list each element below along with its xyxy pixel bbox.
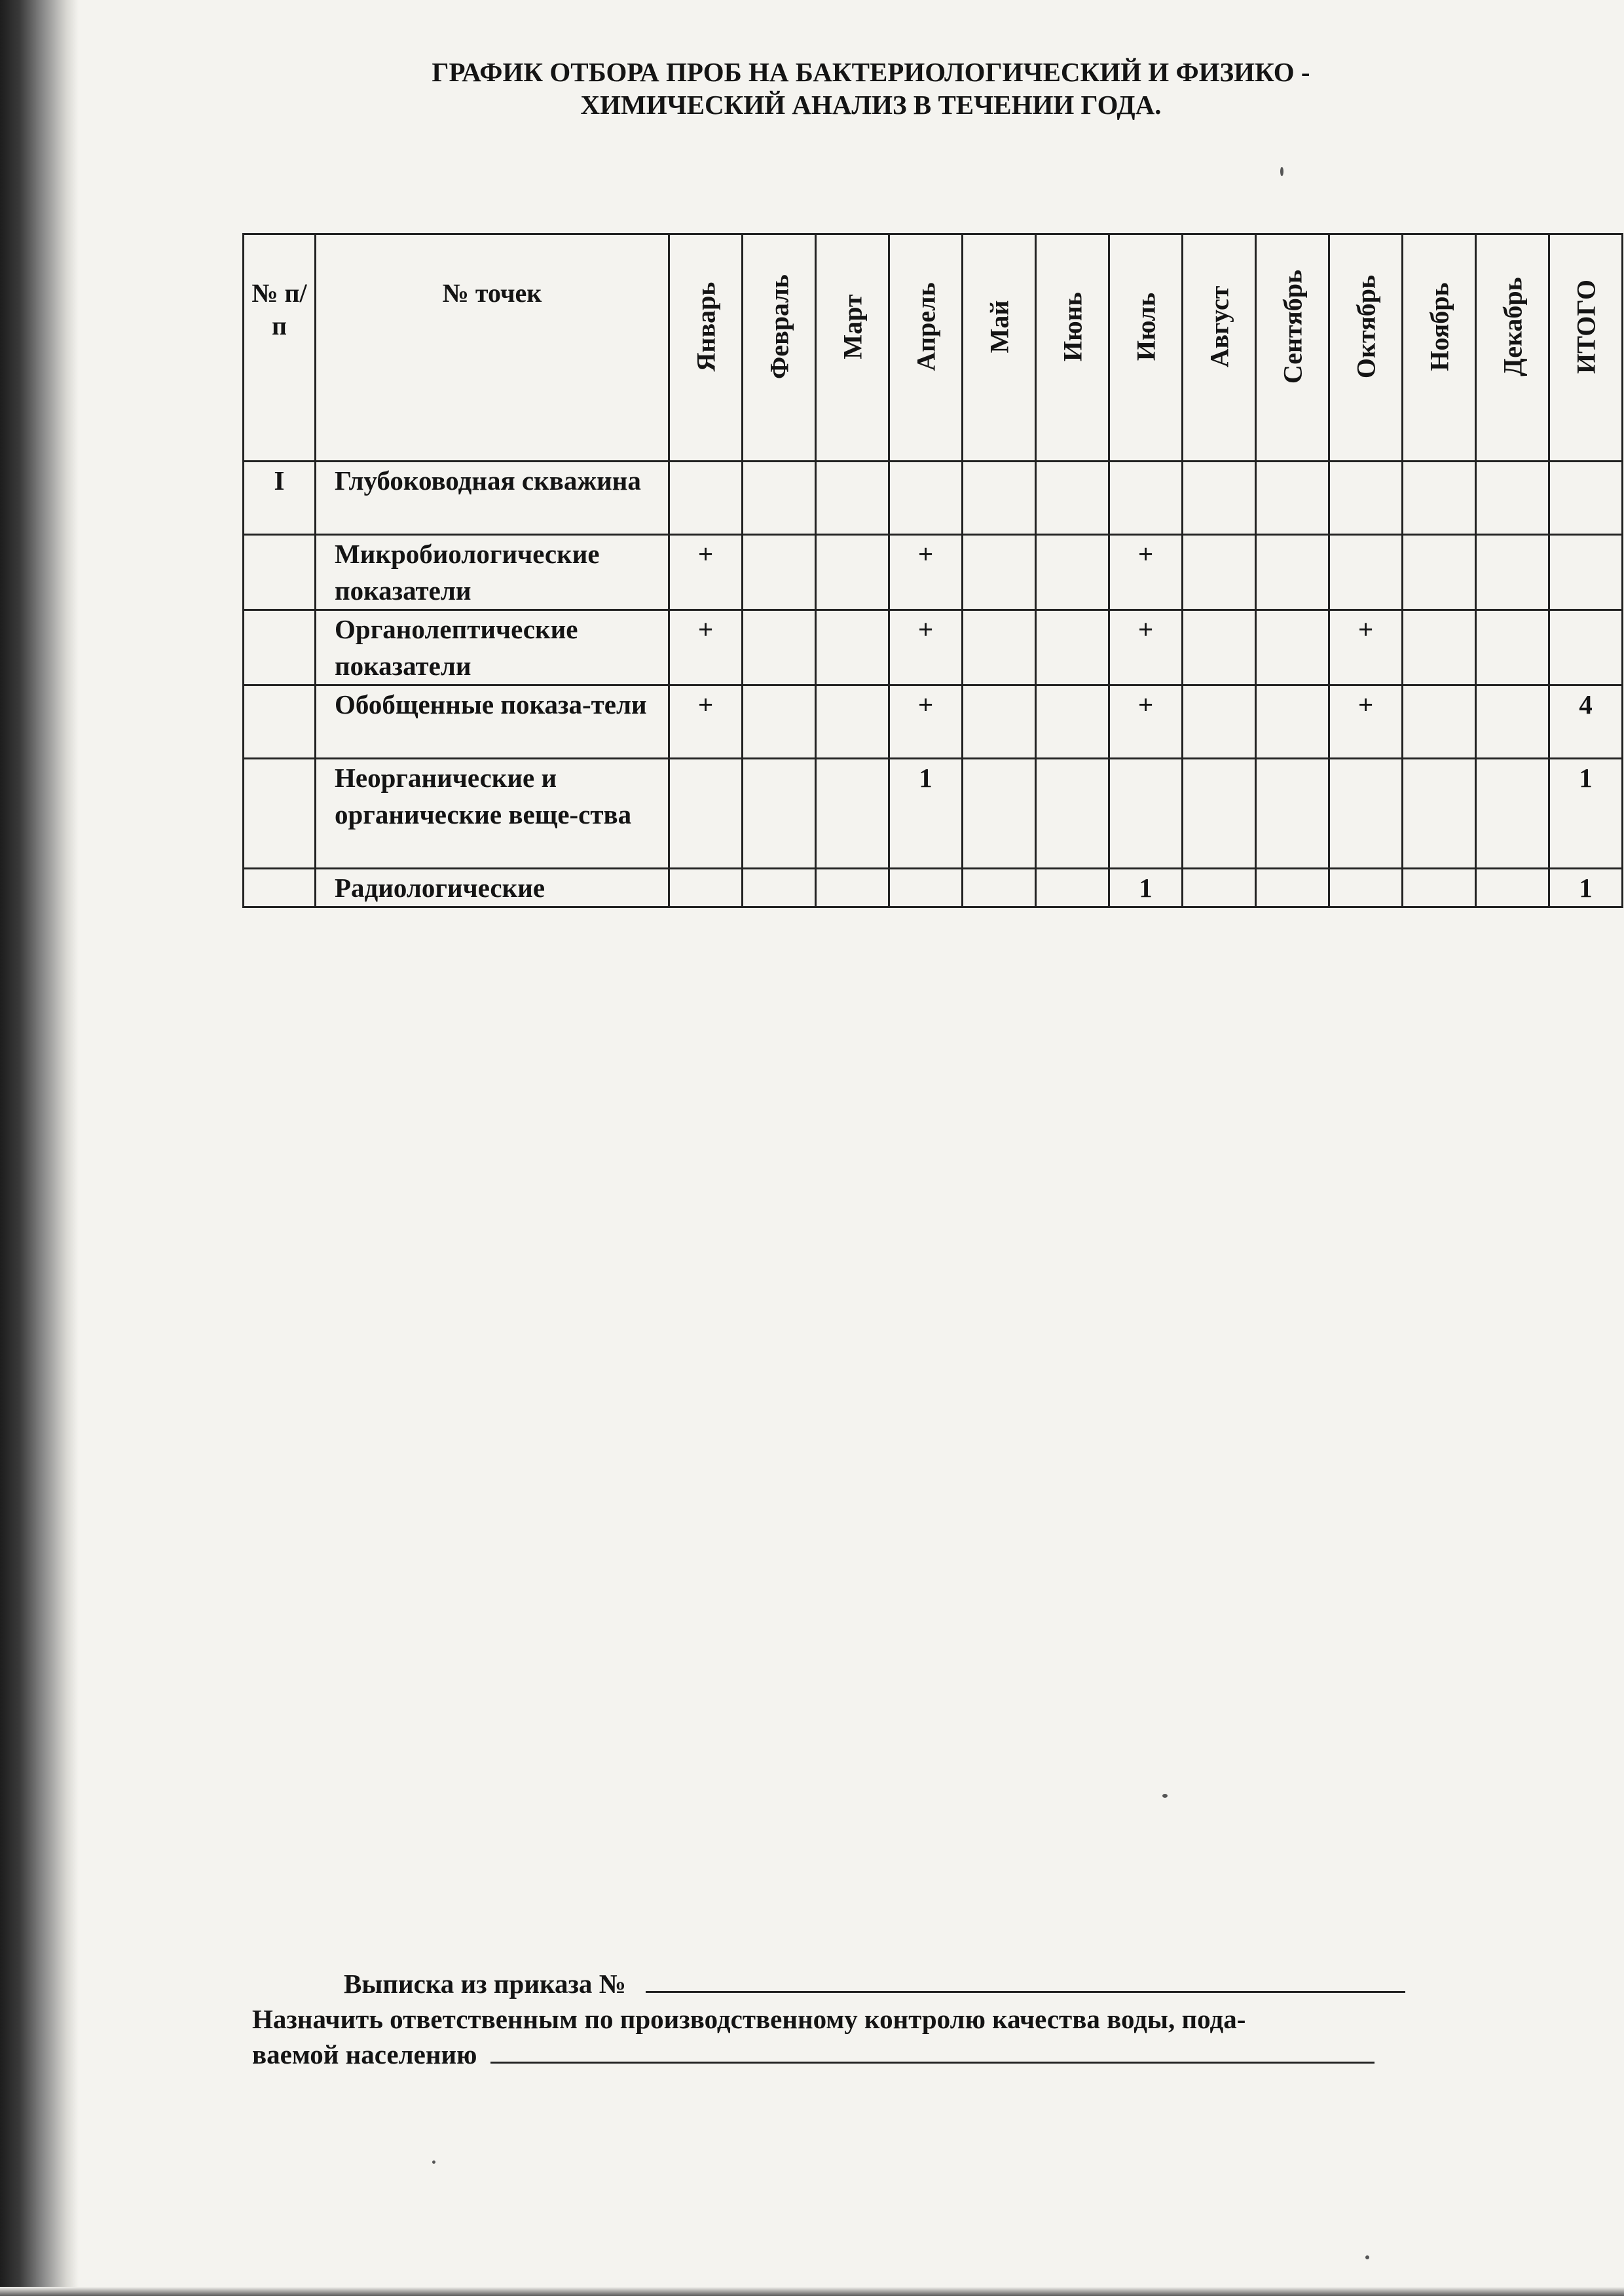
scan-speck [1280, 167, 1283, 176]
schedule-cell: + [669, 685, 743, 759]
schedule-cell: + [669, 535, 743, 610]
schedule-cell [1109, 462, 1183, 535]
schedule-cell [1549, 462, 1623, 535]
title-line-1: ГРАФИК ОТБОРА ПРОБ НА БАКТЕРИОЛОГИЧЕСКИЙ И ФИЗИКО - [432, 57, 1310, 87]
schedule-cell [743, 610, 816, 685]
schedule-cell [963, 759, 1036, 869]
order-extract-label: Выписка из приказа № [344, 1969, 626, 1999]
row-indicator-name: Глубоководная скважина [316, 462, 669, 535]
table-header-row [244, 234, 1623, 462]
schedule-cell [1256, 462, 1329, 535]
schedule-cell [1256, 535, 1329, 610]
schedule-cell [816, 685, 889, 759]
schedule-cell [1476, 759, 1549, 869]
header-month-label: Июнь [1058, 292, 1087, 361]
schedule-cell: 1 [889, 759, 963, 869]
schedule-cell: + [1109, 685, 1183, 759]
schedule-cell [1183, 610, 1256, 685]
schedule-cell: + [669, 610, 743, 685]
header-month-cell [1109, 234, 1183, 462]
sampling-schedule-table [242, 233, 1623, 908]
scan-speck [1162, 1794, 1168, 1798]
schedule-cell: + [889, 610, 963, 685]
header-month-cell [1256, 234, 1329, 462]
schedule-cell [1183, 759, 1256, 869]
document-title [275, 56, 1467, 121]
table-row [244, 759, 1623, 869]
schedule-cell: + [1109, 610, 1183, 685]
row-indicator-name: Неорганические и органические веще-ства [316, 759, 669, 869]
header-month-cell [816, 234, 889, 462]
schedule-cell [1329, 462, 1403, 535]
row-number [244, 535, 316, 610]
schedule-cell [1476, 869, 1549, 907]
population-text: ваемой населению [252, 2039, 477, 2069]
schedule-cell [963, 610, 1036, 685]
order-number-field [646, 1971, 1405, 1993]
schedule-cell [743, 685, 816, 759]
table-row [244, 535, 1623, 610]
header-points: № точек [316, 234, 669, 462]
row-indicator-name: Обобщенные показа-тели [316, 685, 669, 759]
schedule-cell [1403, 462, 1476, 535]
schedule-cell [1329, 869, 1403, 907]
schedule-cell: + [1329, 610, 1403, 685]
header-month-cell [1476, 234, 1549, 462]
title-line-2: ХИМИЧЕСКИЙ АНАЛИЗ В ТЕЧЕНИИ ГОДА. [580, 90, 1162, 120]
schedule-cell [1549, 610, 1623, 685]
schedule-cell [669, 869, 743, 907]
scan-binding-edge [0, 0, 79, 2296]
assign-responsible-text: Назначить ответственным по производственному контролю качества воды, пода- [252, 2004, 1246, 2034]
header-number: № п/п [244, 234, 316, 462]
schedule-cell: 1 [1549, 759, 1623, 869]
header-month-label: Январь [691, 282, 720, 372]
header-month-cell [669, 234, 743, 462]
header-month-cell [889, 234, 963, 462]
scan-speck [1365, 2255, 1369, 2259]
header-month-cell [963, 234, 1036, 462]
schedule-cell [1256, 610, 1329, 685]
schedule-cell [1183, 685, 1256, 759]
schedule-cell [1183, 535, 1256, 610]
schedule-cell [1036, 462, 1109, 535]
schedule-cell [1403, 535, 1476, 610]
schedule-cell [1403, 759, 1476, 869]
schedule-cell [743, 869, 816, 907]
header-month-label: ИТОГО [1571, 280, 1600, 374]
row-number: I [244, 462, 316, 535]
header-month-label: Июль [1131, 292, 1160, 361]
header-month-label: Декабрь [1498, 277, 1527, 376]
row-number [244, 610, 316, 685]
schedule-cell [1329, 759, 1403, 869]
scan-speck [432, 2160, 435, 2164]
row-number [244, 685, 316, 759]
row-number [244, 869, 316, 907]
schedule-cell [669, 462, 743, 535]
schedule-cell [1476, 535, 1549, 610]
schedule-cell [1256, 685, 1329, 759]
header-month-label: Апрель [911, 282, 940, 371]
schedule-cell [1036, 759, 1109, 869]
schedule-cell: 1 [1549, 869, 1623, 907]
schedule-cell [1036, 685, 1109, 759]
schedule-cell [1403, 685, 1476, 759]
schedule-cell: 1 [1109, 869, 1183, 907]
header-month-label: Март [838, 294, 867, 359]
schedule-cell [1329, 535, 1403, 610]
scan-bottom-edge [0, 2287, 1624, 2296]
schedule-cell [1476, 462, 1549, 535]
header-month-cell [1403, 234, 1476, 462]
schedule-cell: 4 [1549, 685, 1623, 759]
header-month-cell [1036, 234, 1109, 462]
header-month-cell [1549, 234, 1623, 462]
header-month-label: Май [984, 300, 1014, 354]
schedule-cell: + [1109, 535, 1183, 610]
schedule-cell [1036, 535, 1109, 610]
schedule-cell [816, 535, 889, 610]
responsible-person-field [490, 2042, 1375, 2064]
schedule-cell [963, 535, 1036, 610]
schedule-cell [669, 759, 743, 869]
row-indicator-name: Радиологические [316, 869, 669, 907]
header-month-cell [743, 234, 816, 462]
schedule-cell: + [889, 685, 963, 759]
row-indicator-name: Микробиологические показатели [316, 535, 669, 610]
schedule-cell [1403, 869, 1476, 907]
order-extract-line [252, 1967, 1405, 2001]
header-month-label: Февраль [764, 274, 794, 379]
schedule-cell [1036, 869, 1109, 907]
table-row [244, 610, 1623, 685]
schedule-cell [816, 610, 889, 685]
schedule-cell [743, 462, 816, 535]
header-month-label: Август [1204, 285, 1234, 368]
table-row [244, 685, 1623, 759]
row-indicator-name: Органолептические показатели [316, 610, 669, 685]
schedule-cell [1476, 685, 1549, 759]
schedule-cell [1183, 869, 1256, 907]
population-line [252, 2037, 1375, 2071]
schedule-cell [1109, 759, 1183, 869]
schedule-cell [1403, 610, 1476, 685]
table-row [244, 869, 1623, 907]
header-month-label: Сентябрь [1278, 269, 1307, 384]
schedule-cell [743, 535, 816, 610]
schedule-cell [1549, 535, 1623, 610]
row-number [244, 759, 316, 869]
schedule-cell [816, 759, 889, 869]
schedule-cell [963, 685, 1036, 759]
schedule-cell [1036, 610, 1109, 685]
header-month-label: Октябрь [1351, 274, 1380, 379]
assign-responsible-line [252, 2002, 1246, 2036]
schedule-cell [963, 462, 1036, 535]
schedule-cell [963, 869, 1036, 907]
schedule-cell [1256, 869, 1329, 907]
schedule-cell [1183, 462, 1256, 535]
table-row [244, 462, 1623, 535]
header-month-cell [1329, 234, 1403, 462]
schedule-cell [889, 462, 963, 535]
schedule-cell [1476, 610, 1549, 685]
schedule-cell [889, 869, 963, 907]
schedule-cell [743, 759, 816, 869]
schedule-cell [1256, 759, 1329, 869]
header-month-cell [1183, 234, 1256, 462]
schedule-cell [816, 869, 889, 907]
schedule-cell: + [1329, 685, 1403, 759]
header-month-label: Ноябрь [1424, 282, 1454, 371]
schedule-cell: + [889, 535, 963, 610]
schedule-cell [816, 462, 889, 535]
